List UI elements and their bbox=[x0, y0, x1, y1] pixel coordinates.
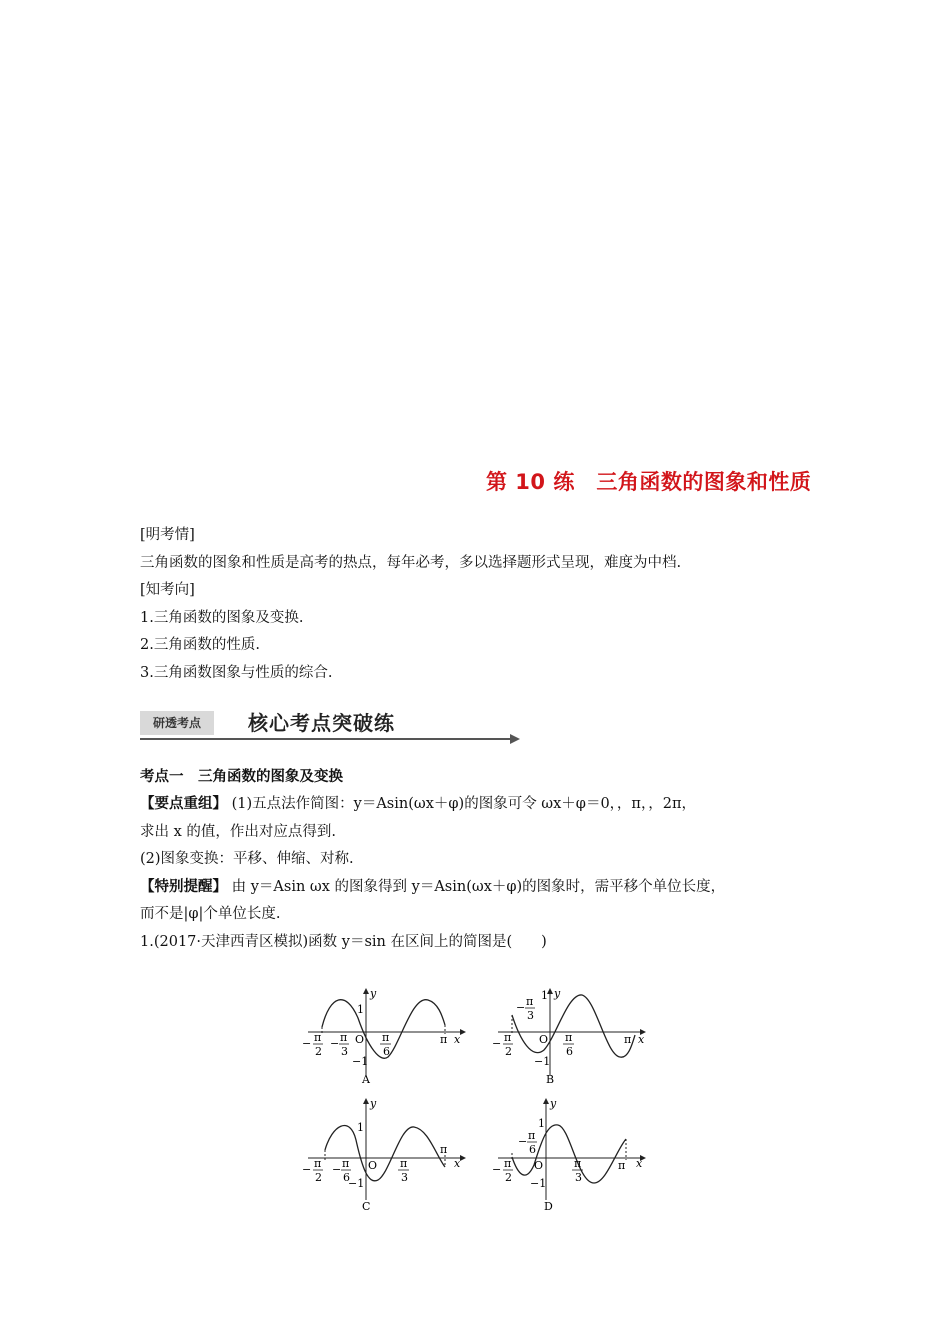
banner-tag: 研透考点 bbox=[140, 711, 214, 735]
ming-text: 三角函数的图象和性质是高考的热点，每年必考，多以选择题形式呈现，难度为中档. bbox=[140, 555, 682, 571]
tick-3: 3 bbox=[575, 1171, 582, 1184]
tick-pi: π bbox=[314, 1031, 322, 1044]
origin-label: O bbox=[534, 1159, 544, 1172]
banner-title: 核心考点突破练 bbox=[248, 711, 395, 735]
tick-2: 2 bbox=[315, 1045, 322, 1058]
tick-6: 6 bbox=[383, 1045, 390, 1058]
tick-pi-3: π bbox=[565, 1031, 573, 1044]
tick-3: 3 bbox=[401, 1171, 408, 1184]
key-points-line1 bbox=[140, 794, 696, 814]
tick-one: 1 bbox=[541, 989, 548, 1002]
tick-pi: π bbox=[504, 1031, 512, 1044]
tick-minus-one: −1 bbox=[352, 1055, 369, 1068]
tick-pi-end: π bbox=[624, 1033, 632, 1046]
graph-label-d: D bbox=[544, 1200, 553, 1213]
arrow-right-icon bbox=[510, 734, 520, 744]
x-label: x bbox=[454, 1157, 461, 1170]
graph-a bbox=[300, 985, 470, 1090]
tick-6: 6 bbox=[566, 1045, 573, 1058]
graph-d bbox=[490, 1095, 660, 1215]
tick-pi-2: π bbox=[340, 1031, 348, 1044]
tip-line2: 而不是|φ|个单位长度. bbox=[140, 906, 281, 922]
tick-pi-3: π bbox=[382, 1031, 390, 1044]
y-label: y bbox=[370, 987, 377, 1000]
y-arrow bbox=[363, 988, 369, 994]
zhi-item-1: 1.三角函数的图象及变换. bbox=[140, 610, 304, 626]
ming-header: [明考情] bbox=[140, 527, 195, 543]
tick-pi-end: π bbox=[440, 1143, 448, 1156]
tick-pi: π bbox=[504, 1157, 512, 1170]
tick-minus-2: − bbox=[518, 1135, 528, 1148]
section-banner bbox=[140, 705, 522, 745]
tick-2: 2 bbox=[315, 1171, 322, 1184]
key-points-label: 【要点重组】 bbox=[140, 796, 227, 812]
tick-minus-2: − bbox=[330, 1037, 340, 1050]
tick-pi: π bbox=[314, 1157, 322, 1170]
graph-label-a: A bbox=[362, 1073, 370, 1086]
graph-label-b: B bbox=[546, 1073, 555, 1086]
tick-pi-3: π bbox=[574, 1157, 582, 1170]
tick-minus-2: − bbox=[516, 1001, 526, 1014]
y-label: y bbox=[370, 1097, 377, 1110]
tick-pi-3: π bbox=[400, 1157, 408, 1170]
tick-minus-one: −1 bbox=[530, 1177, 547, 1190]
tick-one: 1 bbox=[538, 1117, 545, 1130]
x-label: x bbox=[636, 1157, 643, 1170]
tick-3: 3 bbox=[527, 1009, 534, 1022]
key-points-line3: (2)图象变换：平移、伸缩、对称. bbox=[140, 851, 354, 867]
origin-label: O bbox=[368, 1159, 378, 1172]
question-1: 1.(2017·天津西青区模拟)函数 y＝sin 在区间上的简图是( ) bbox=[140, 934, 547, 950]
tick-pi-end: π bbox=[440, 1033, 448, 1046]
x-label: x bbox=[638, 1033, 645, 1046]
zhi-item-3: 3.三角函数图象与性质的综合. bbox=[140, 665, 333, 681]
tick-pi-2: π bbox=[526, 995, 534, 1008]
graph-c bbox=[300, 1095, 470, 1215]
tick-minus-one: −1 bbox=[534, 1055, 551, 1068]
tick-minus-2: − bbox=[332, 1163, 342, 1176]
tip-label: 【特别提醒】 bbox=[140, 879, 227, 895]
tip-line1 bbox=[140, 877, 725, 897]
banner-rule bbox=[140, 738, 512, 740]
tick-6: 6 bbox=[343, 1171, 350, 1184]
tick-minus: − bbox=[492, 1037, 502, 1050]
origin-label: O bbox=[539, 1033, 549, 1046]
tick-2: 2 bbox=[505, 1171, 512, 1184]
tip-text: 由 y＝Asin ωx 的图象得到 y＝Asin(ωx＋φ)的图象时，需平移个单位长度， bbox=[231, 879, 726, 895]
y-label: y bbox=[550, 1097, 557, 1110]
tick-minus: − bbox=[302, 1163, 312, 1176]
origin-label: O bbox=[355, 1033, 365, 1046]
graph-label-c: C bbox=[362, 1200, 371, 1213]
tick-minus: − bbox=[492, 1163, 502, 1176]
zhi-header: [知考向] bbox=[140, 582, 195, 598]
key-points-line2: 求出 x 的值，作出对应点得到. bbox=[140, 824, 337, 840]
zhi-item-2: 2.三角函数的性质. bbox=[140, 637, 260, 653]
key-points-text: (1)五点法作简图：y＝Asin(ωx＋φ)的图象可令 ωx＋φ＝0，，π，，2π， bbox=[231, 796, 696, 812]
tick-one: 1 bbox=[357, 1121, 364, 1134]
tick-minus: − bbox=[302, 1037, 312, 1050]
tick-pi-end: π bbox=[618, 1159, 626, 1172]
tick-one: 1 bbox=[357, 1003, 364, 1016]
x-label: x bbox=[454, 1033, 461, 1046]
graph-b bbox=[490, 985, 660, 1090]
tick-3: 3 bbox=[341, 1045, 348, 1058]
section-heading: 考点一 三角函数的图象及变换 bbox=[140, 769, 343, 785]
page-title: 第 10 练 三角函数的图象和性质 bbox=[486, 470, 812, 494]
tick-pi-2: π bbox=[342, 1157, 350, 1170]
tick-pi-2: π bbox=[528, 1129, 536, 1142]
y-label: y bbox=[554, 987, 561, 1000]
tick-minus-one: −1 bbox=[348, 1177, 365, 1190]
tick-2: 2 bbox=[505, 1045, 512, 1058]
tick-6: 6 bbox=[529, 1143, 536, 1156]
x-arrow bbox=[460, 1029, 466, 1035]
